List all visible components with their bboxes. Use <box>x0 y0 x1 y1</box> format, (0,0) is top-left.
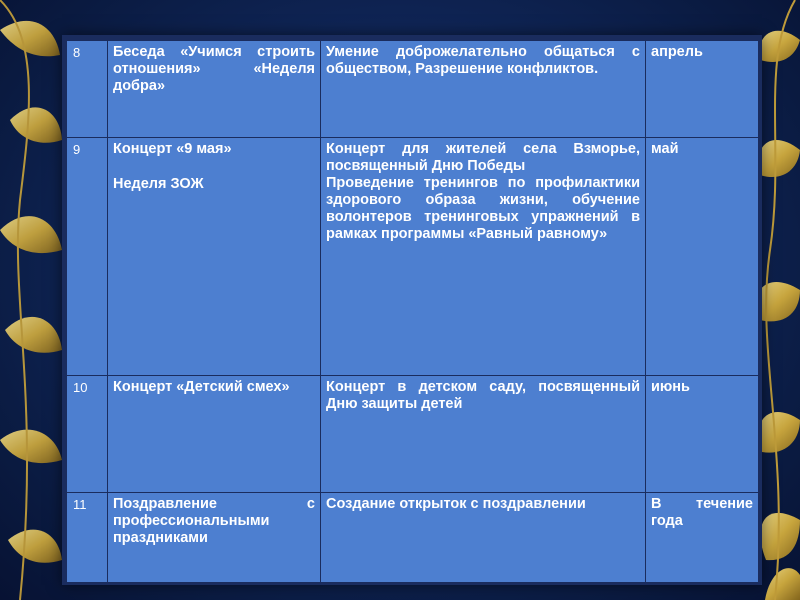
row-number: 10 <box>67 376 108 493</box>
event-cell <box>108 41 321 138</box>
description-text: Концерт для жителей села Взморье, посвященный Дню Победы <box>326 141 640 174</box>
event-text: Поздравление с профессиональными праздниками <box>113 496 315 546</box>
description-cell <box>321 376 646 493</box>
table-row <box>67 376 759 493</box>
table-row <box>67 493 759 583</box>
month-cell: июнь <box>646 376 759 493</box>
event-cell <box>108 376 321 493</box>
event-text: Беседа «Учимся строить отношения» «Неделя добра» <box>113 44 315 94</box>
table-row <box>67 138 759 376</box>
event-text: Неделя ЗОЖ <box>113 176 204 192</box>
description-cell <box>321 493 646 583</box>
event-cell <box>108 493 321 583</box>
event-cell <box>108 138 321 376</box>
row-number: 11 <box>67 493 108 583</box>
description-text: Умение доброжелательно общаться с обществом, Разрешение конфликтов. <box>326 44 640 77</box>
month-cell: май <box>646 138 759 376</box>
description-text: Проведение тренингов по профилактики здорового образа жизни, обучение волонтеров тренинговых упражнений в рамках программы «Равный равному» <box>326 175 640 242</box>
event-text: Концерт «9 мая» <box>113 141 232 157</box>
description-cell <box>321 41 646 138</box>
table-row <box>67 41 759 138</box>
description-text: Создание открыток с поздравлении <box>326 496 586 512</box>
right-gold-leaf-ornament <box>756 0 800 600</box>
description-cell <box>321 138 646 376</box>
left-gold-leaf-ornament <box>0 0 62 600</box>
event-text: Концерт «Детский смех» <box>113 379 290 395</box>
row-number: 8 <box>67 41 108 138</box>
month-cell: апрель <box>646 41 759 138</box>
description-text: Концерт в детском саду, посвященный Дню защиты детей <box>326 379 640 412</box>
row-number: 9 <box>67 138 108 376</box>
events-table <box>66 40 759 583</box>
month-cell: В течение года <box>646 493 759 583</box>
